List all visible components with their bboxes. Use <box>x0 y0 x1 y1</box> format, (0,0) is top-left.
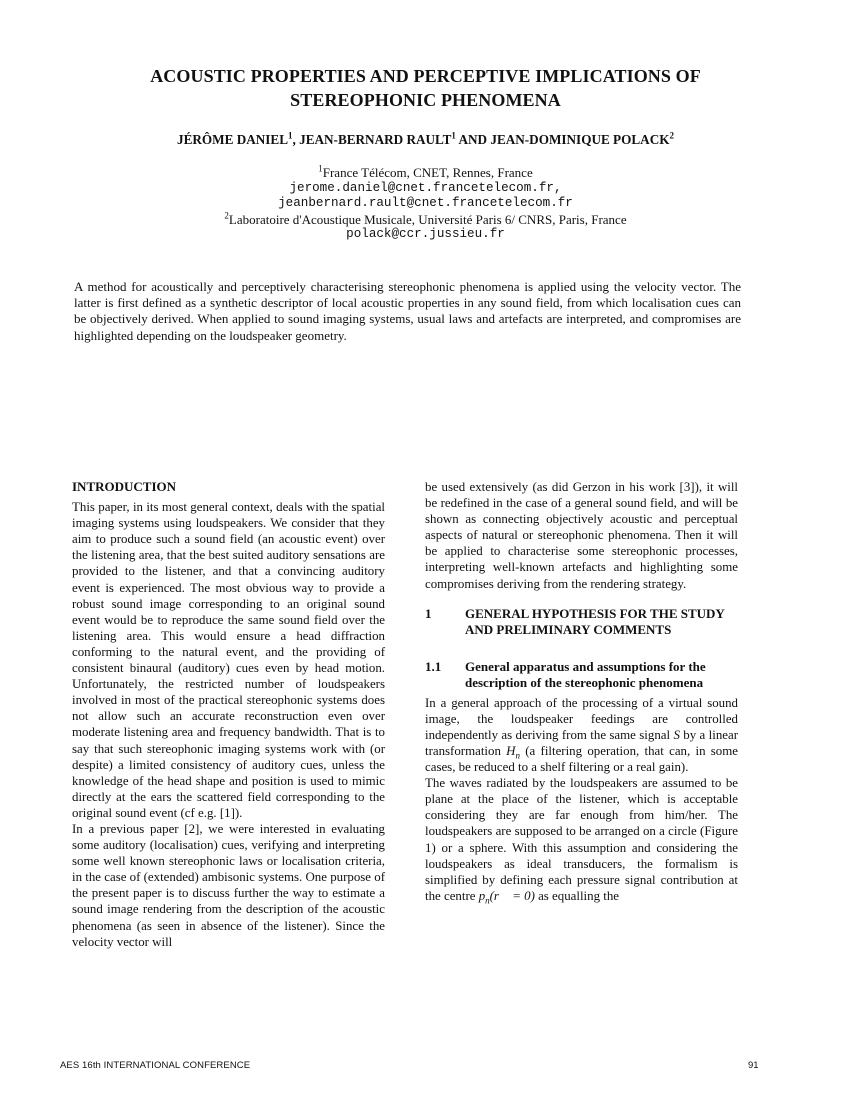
affiliation-2-text: Laboratoire d'Acoustique Musicale, Université Paris 6/ CNRS, Paris, France <box>228 211 627 227</box>
author-3: JEAN-DOMINIQUE POLACK <box>490 132 670 147</box>
email-2: jeanbernard.rault@cnet.francetelecom.fr <box>278 196 573 210</box>
text-run: by a linear transformation <box>425 727 738 758</box>
pressure-argument: (r⃗ = 0) <box>489 888 535 903</box>
signal-symbol: S <box>673 727 680 742</box>
section-1-1-heading <box>425 659 738 691</box>
section-1-1-paragraph-1 <box>425 695 738 775</box>
introduction-heading: INTRODUCTION <box>72 479 177 494</box>
transform-symbol: H <box>506 743 516 758</box>
affiliation-1 <box>60 165 791 181</box>
section-1-number: 1 <box>425 605 432 621</box>
section-1-1-number: 1.1 <box>425 658 442 674</box>
author-1: JÉRÔME DANIEL <box>177 132 289 147</box>
text-run: In a general approach of the processing of a virtual sound image, the loudspeaker feedings are controlled independently as deriving from the same signal <box>425 695 738 742</box>
right-column <box>425 479 738 904</box>
transform-subscript: n <box>515 750 520 761</box>
text-run: (a filtering operation, that can, in some cases, be reduced to a shelf filtering or a real gain). <box>425 743 738 775</box>
email-1: jerome.daniel@cnet.francetelecom.fr, <box>289 180 562 195</box>
affiliation-2-marker: 2 <box>224 210 229 221</box>
left-column <box>72 479 385 950</box>
author-3-affiliation: 2 <box>669 130 674 141</box>
title-line-2: STEREOPHONIC PHENOMENA <box>290 90 561 110</box>
introduction-paragraph-2: In a previous paper [2], we were interested in evaluating some auditory (localisation) cues, verifying and interpreting some well known stereophonic laws or localisation criteria, in the case of (extended) ambisonic systems. One purpose of the present paper is to discuss further the way to estimate a sound image rendering from the description of the acoustic phenomena (as seen in absence of the listener). Since the velocity vector will <box>72 821 385 949</box>
introduction-paragraph-3: be used extensively (as did Gerzon in his work [3]), it will be redefined in the case of a general sound field, and will be shown as connecting objectively acoustic and perceptual aspects of natural or stereophonic phenomena. Then it will be applied to characterise some stereophonic processes, interpreting well-known artefacts and highlighting some compromises deriving from the rendering strategy. <box>425 480 738 591</box>
author-separator: AND <box>455 132 491 147</box>
section-1-1-title: General apparatus and assumptions for the description of the stereophonic phenomena <box>465 658 706 690</box>
affiliation-1-text: France Télécom, CNET, Rennes, France <box>322 165 533 180</box>
section-1-heading <box>425 606 738 638</box>
page-number: 91 <box>748 1060 759 1071</box>
author-2-affiliation: 1 <box>451 130 456 141</box>
footer-conference: AES 16th INTERNATIONAL CONFERENCE <box>60 1060 251 1071</box>
introduction-paragraph-1: This paper, in its most general context, deals with the spatial imaging systems using loudspeakers. We consider that they aim to produce such a sound field (an acoustic event) over the listening area, that the best suited auditory sensations are provided to the listener, and that a convincing auditory event is experienced. The most obvious way to provide a robust sound image corresponding to an original sound event would be to reproduce the same sound field over the listening area. This would ensure a head diffraction conforming to the natural event, and the providing of consistent binaural (auditory) cues even by head motion. Unfortunately, the restricted number of loudspeakers involved in most of the practical stereophonic systems does not allow such an accurate reconstruction even over moderate listening area and frequency bandwidth. That is to say that such stereophonic imaging systems work with (or despite) a limited consistency of auditory cues, unless the knowledge of the head shape and position is used to mimic directly at the ears the scattered field corresponding to the original sound event (cf e.g. [1]). <box>72 500 385 820</box>
email-3: polack@ccr.jussieu.fr <box>346 227 505 241</box>
section-1-1-paragraph-2 <box>425 775 738 904</box>
affiliation-2 <box>60 212 791 228</box>
section-1-title: GENERAL HYPOTHESIS FOR THE STUDY AND PRELIMINARY COMMENTS <box>465 605 725 637</box>
paper-title <box>60 64 791 112</box>
text-run: The waves radiated by the loudspeakers are assumed to be plane at the place of the listener, which is acceptable considering they are far enough from him/her. The loudspeakers are supposed to be arranged on a circle (Figure 1) or a sphere. With this assumption and considering the loudspeakers as ideal transducers, the formalism is simplified by defining each pressure signal contribution at the centre <box>425 776 738 903</box>
title-line-1: ACOUSTIC PROPERTIES AND PERCEPTIVE IMPLICATIONS OF <box>150 66 701 86</box>
author-list <box>60 132 791 148</box>
author-1-affiliation: 1 <box>288 130 293 141</box>
affiliations <box>60 165 791 243</box>
pressure-subscript: n <box>485 895 490 906</box>
author-2: JEAN-BERNARD RAULT <box>299 132 452 147</box>
affiliation-1-marker: 1 <box>318 163 323 174</box>
text-run: as equalling the <box>534 888 619 903</box>
pressure-symbol: p <box>478 888 486 903</box>
abstract: A method for acoustically and perceptively characterising stereophonic phenomena is applied using the velocity vector. The latter is first defined as a synthetic descriptor of local acoustic properties in any sound field, from which localisation cues can be objectively derived. When applied to sound imaging systems, usual laws and artefacts are interpreted, and compromises are highlighted depending on the loudspeaker geometry. <box>74 279 741 343</box>
author-separator: , <box>292 132 300 147</box>
